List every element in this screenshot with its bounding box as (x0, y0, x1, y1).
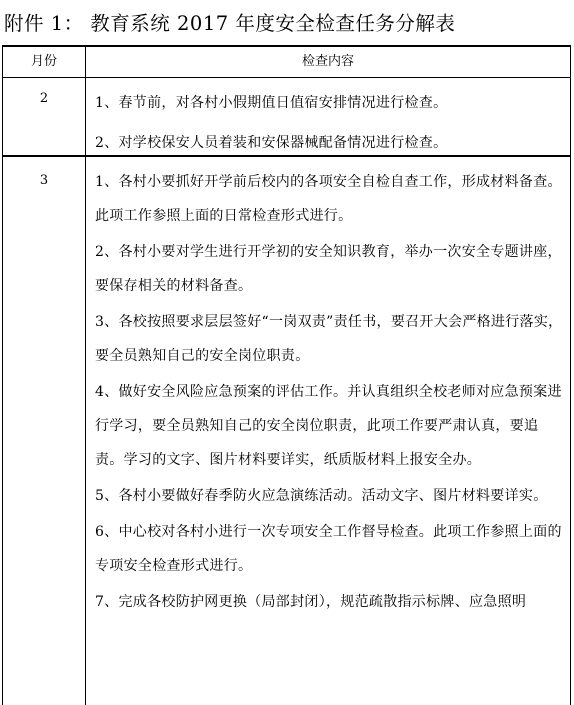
list-item: 6、中心校对各村小进行一次专项安全工作督导检查。此项工作参照上面的专项安全检查形式进行。 (95, 524, 562, 574)
list-item: 5、各村小要做好春季防火应急演练活动。活动文字、图片材料要详实。 (95, 488, 548, 504)
list-item: 4、做好安全风险应急预案的评估工作。并认真组织全校老师对应急预案进行学习，要全员熟知自己的安全岗位职责，此项工作要严肃认真，要追责。学习的文字、图片材料要详实，纸质版材料上报安全办。 (95, 384, 562, 468)
page-title: 附件 1： 教育系统 2017 年度安全检查任务分解表 (4, 12, 456, 35)
content-cell (95, 86, 564, 160)
month-cell: 3 (39, 173, 49, 188)
list-item: 2、各村小要对学生进行开学初的安全知识教育，举办一次安全专题讲座，要保存相关的材料备查。 (95, 244, 562, 294)
month-cell: 2 (39, 91, 49, 106)
list-item: 3、各校按照要求层层签好“一岗双责”责任书，要召开大会严格进行落实，要全员熟知自己的安全岗位职责。 (95, 314, 563, 364)
content-cell (95, 165, 564, 619)
group-divider (3, 155, 570, 157)
header-month: 月份 (30, 54, 57, 69)
task-table (2, 45, 571, 705)
list-item: 1、各村小要抓好开学前后校内的各项安全自检自查工作，形成材料备查。此项工作参照上面的日常检查形式进行。 (95, 174, 562, 224)
table-header-row (3, 47, 570, 78)
column-divider (85, 47, 86, 705)
header-content: 检查内容 (301, 54, 354, 69)
list-item: 2、对学校保安人员着装和安保器械配备情况进行检查。 (95, 135, 448, 151)
list-item: 7、完成各校防护网更换（局部封闭），规范疏散指示标牌、应急照明 (95, 594, 527, 610)
list-item: 1、春节前，对各村小假期值日值宿安排情况进行检查。 (95, 95, 448, 111)
